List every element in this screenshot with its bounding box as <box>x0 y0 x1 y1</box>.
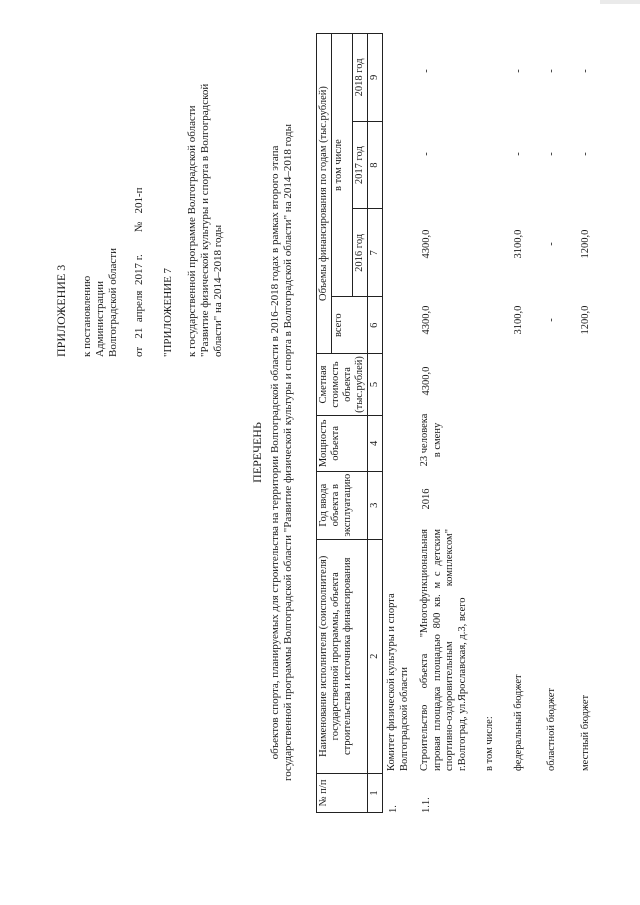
row-1-1-total: 4300,0 <box>421 305 432 335</box>
region-line: Волгоградской области <box>107 248 119 357</box>
row-federal-total: 3100,0 <box>513 305 524 335</box>
program-line-1: к государственной программе Волгоградской области <box>186 105 198 357</box>
col-header-capacity: Мощность объекта <box>317 415 368 471</box>
row-1-1-year: 2016 <box>421 488 432 510</box>
row-regional-2017: - <box>546 152 557 156</box>
col-header-total: всего <box>332 297 368 354</box>
col-number-2: 2 <box>368 539 383 773</box>
col-number-7: 7 <box>368 209 383 297</box>
col-number-4: 4 <box>368 415 383 471</box>
row-federal-2017: - <box>513 152 524 156</box>
col-header-2017: 2017 год <box>353 121 368 209</box>
program-line-2: "Развитие физической культуры и спорта в Волгоградской <box>199 83 211 357</box>
row-1-1-cost: 4300,0 <box>421 366 432 396</box>
col-header-funding: Объемы финансирования по годам (тыс.рублей) <box>317 34 332 354</box>
col-number-6: 6 <box>368 297 383 354</box>
title-line-1: объектов спорта, планируемых для строительства на территории Волгоградской области в 2016–2018 годах в рамках второго этапа <box>269 145 281 760</box>
row-federal-2016: 3100,0 <box>513 229 524 259</box>
col-header-year: Год ввода объекта в эксплуатацию <box>317 471 368 539</box>
row-1-1-capacity: 23 человека в смену <box>419 413 443 467</box>
row-1-1-number: 1.1. <box>421 797 432 813</box>
title-line-2: государственной программы Волгоградской области "Развитие физической культуры и спорта в Волгоградской области" на 2014–2018 годы <box>282 124 294 781</box>
row-local-2017: - <box>580 152 591 156</box>
col-header-2016: 2016 год <box>353 209 368 297</box>
row-1-1-2018: - <box>421 69 432 73</box>
col-header-including: в том числе <box>332 34 353 297</box>
row-local-label: местный бюджет <box>580 694 591 771</box>
row-local-2018: - <box>580 69 591 73</box>
appendix-label: ПРИЛОЖЕНИЕ 3 <box>54 264 68 357</box>
administration-line: Администрации <box>94 280 106 357</box>
col-header-2018: 2018 год <box>353 34 368 122</box>
resolution-line: к постановлению <box>81 275 93 357</box>
col-number-3: 3 <box>368 471 383 539</box>
row-regional-2018: - <box>546 69 557 73</box>
row-1-1-2016: 4300,0 <box>421 229 432 259</box>
row-regional-label: областной бюджет <box>546 688 557 771</box>
row-regional-total: - <box>546 318 557 322</box>
row-federal-2018: - <box>513 69 524 73</box>
col-number-1: 1 <box>368 773 383 812</box>
appendix7-label: "ПРИЛОЖЕНИЕ 7 <box>162 267 174 357</box>
row-regional-2016: - <box>546 242 557 246</box>
program-line-3: области" на 2014–2018 годы <box>212 224 224 357</box>
row-local-2016: 1200,0 <box>580 229 591 259</box>
col-number-9: 9 <box>368 34 383 122</box>
document-heading: ПЕРЕЧЕНЬ <box>250 422 264 483</box>
col-header-cost: Сметная стоимость объекта (тыс.рублей) <box>317 354 368 416</box>
row-1-number: 1. <box>388 805 399 813</box>
col-number-5: 5 <box>368 354 383 416</box>
col-header-name: Наименование исполнителя (соисполнителя) государственной программы, объекта строительства и источника финансирования <box>317 539 368 773</box>
resolution-date: от 21 апреля 2017 г. № 201-п <box>133 187 145 357</box>
row-1-1-object: Строительство объекта "Многофункциональная игровая площадка площадью 800 кв. м с детским спортивно-оздоровительным комплексом" г.Волгоград, ул.Ярославская, д.3, всего <box>419 529 468 771</box>
col-header-number: № п/п <box>317 773 368 812</box>
row-1-1-2017: - <box>421 152 432 156</box>
funding-table-header <box>316 33 383 813</box>
row-local-total: 1200,0 <box>580 305 591 335</box>
row-including-label: в том числе: <box>484 716 495 771</box>
col-number-8: 8 <box>368 121 383 209</box>
row-federal-label: федеральный бюджет <box>513 674 524 771</box>
row-1-executor: Комитет физической культуры и спорта Волгоградской области <box>386 593 410 771</box>
